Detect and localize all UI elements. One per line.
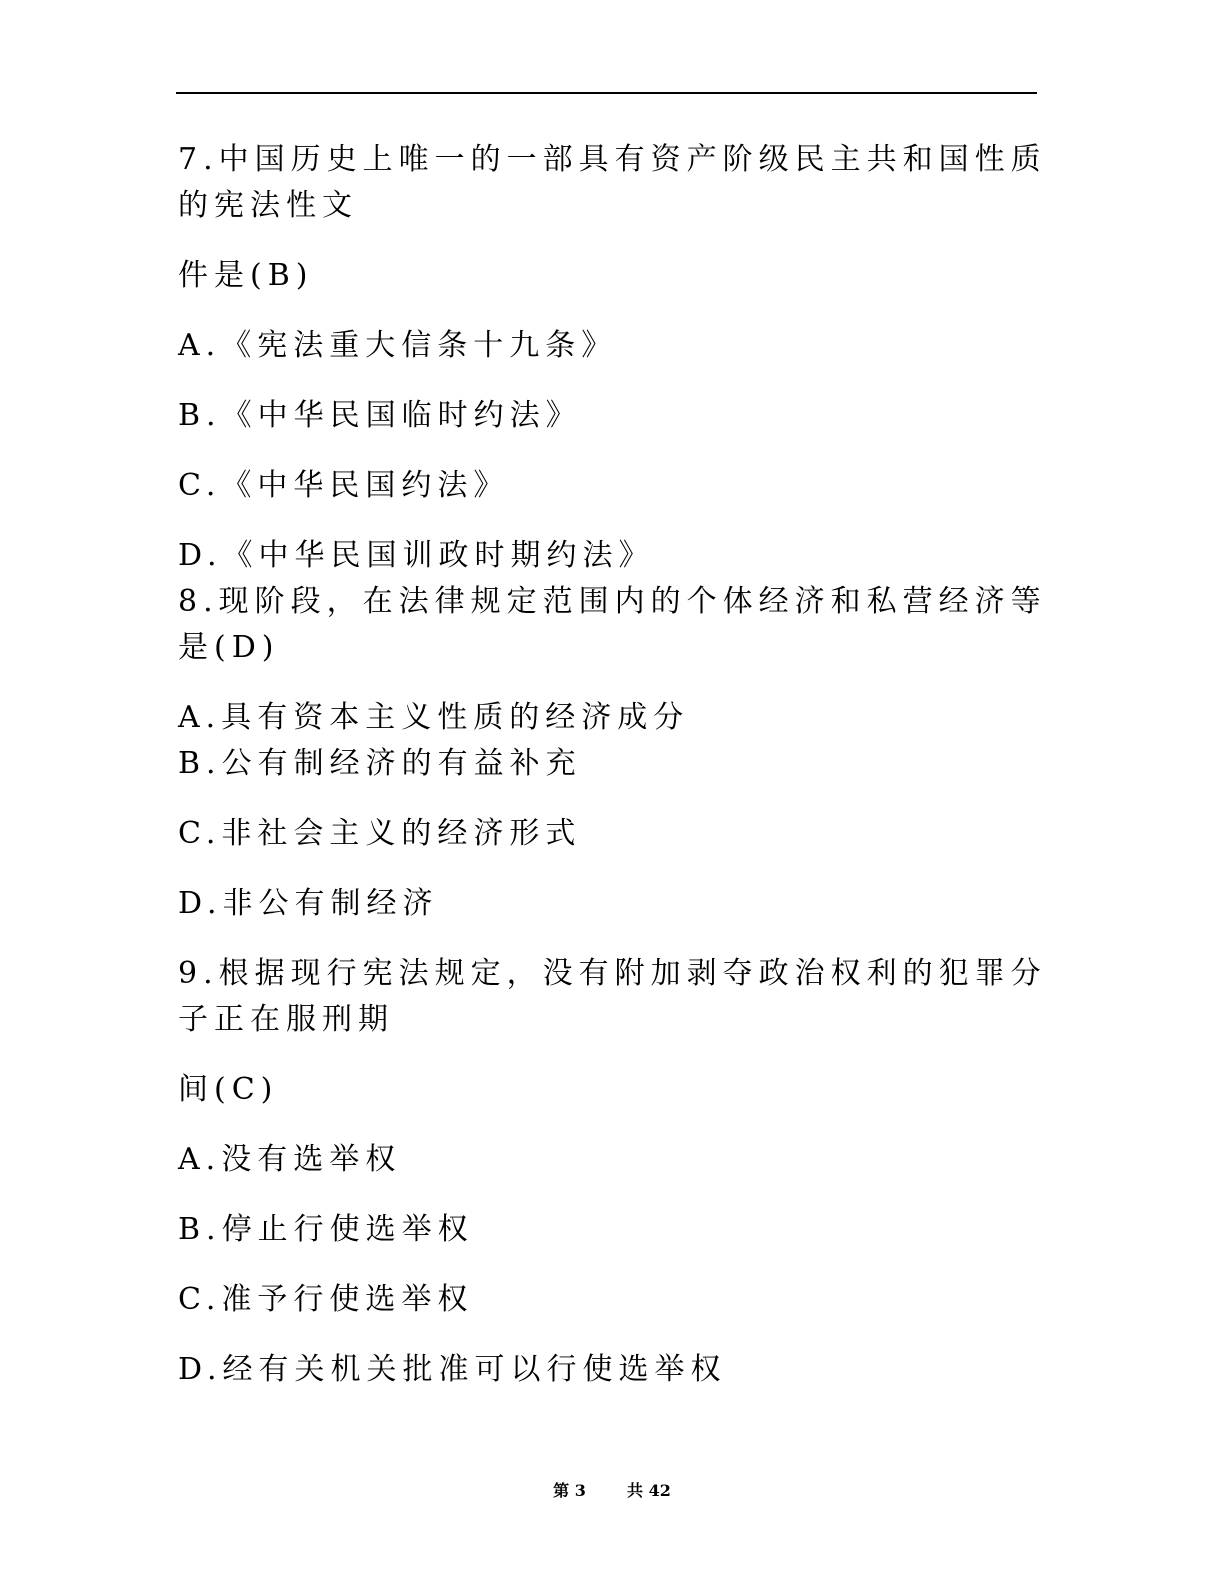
page-total: 共 42 — [627, 1481, 671, 1500]
q9-option-b: B.停止行使选举权 — [178, 1212, 474, 1247]
q9-stem-line2: 子正在服刑期 — [178, 1002, 394, 1037]
page-footer — [0, 1478, 1224, 1501]
q8-option-b: B.公有制经济的有益补充 — [178, 746, 582, 781]
q8-stem-line2: 是(D) — [178, 630, 280, 665]
q8-stem-line1: 8.现阶段，在法律规定范围内的个体经济和私营经济等 — [178, 584, 1047, 619]
q9-stem-line1: 9.根据现行宪法规定，没有附加剥夺政治权利的犯罪分 — [178, 956, 1047, 991]
q7-stem-line3: 件是(B) — [178, 258, 314, 293]
q7-stem-line1: 7.中国历史上唯一的一部具有资产阶级民主共和国性质 — [178, 142, 1047, 177]
q7-stem-line2: 的宪法性文 — [178, 188, 358, 223]
q7-option-a: A.《宪法重大信条十九条》 — [178, 328, 618, 363]
q7-option-b: B.《中华民国临时约法》 — [178, 398, 582, 433]
q7-option-c: C.《中华民国约法》 — [178, 468, 510, 503]
q9-stem-line3: 间(C) — [178, 1072, 279, 1107]
q9-option-c: C.准予行使选举权 — [178, 1282, 474, 1317]
q7-option-d: D.《中华民国训政时期约法》 — [178, 538, 655, 573]
q8-option-c: C.非社会主义的经济形式 — [178, 816, 582, 851]
q9-option-d: D.经有关机关批准可以行使选举权 — [178, 1352, 727, 1387]
q9-option-a: A.没有选举权 — [178, 1142, 402, 1177]
q8-option-a: A.具有资本主义性质的经济成分 — [178, 700, 690, 735]
page-number: 第 3 — [553, 1481, 586, 1500]
q8-option-d: D.非公有制经济 — [178, 886, 439, 921]
header-rule — [176, 92, 1037, 94]
